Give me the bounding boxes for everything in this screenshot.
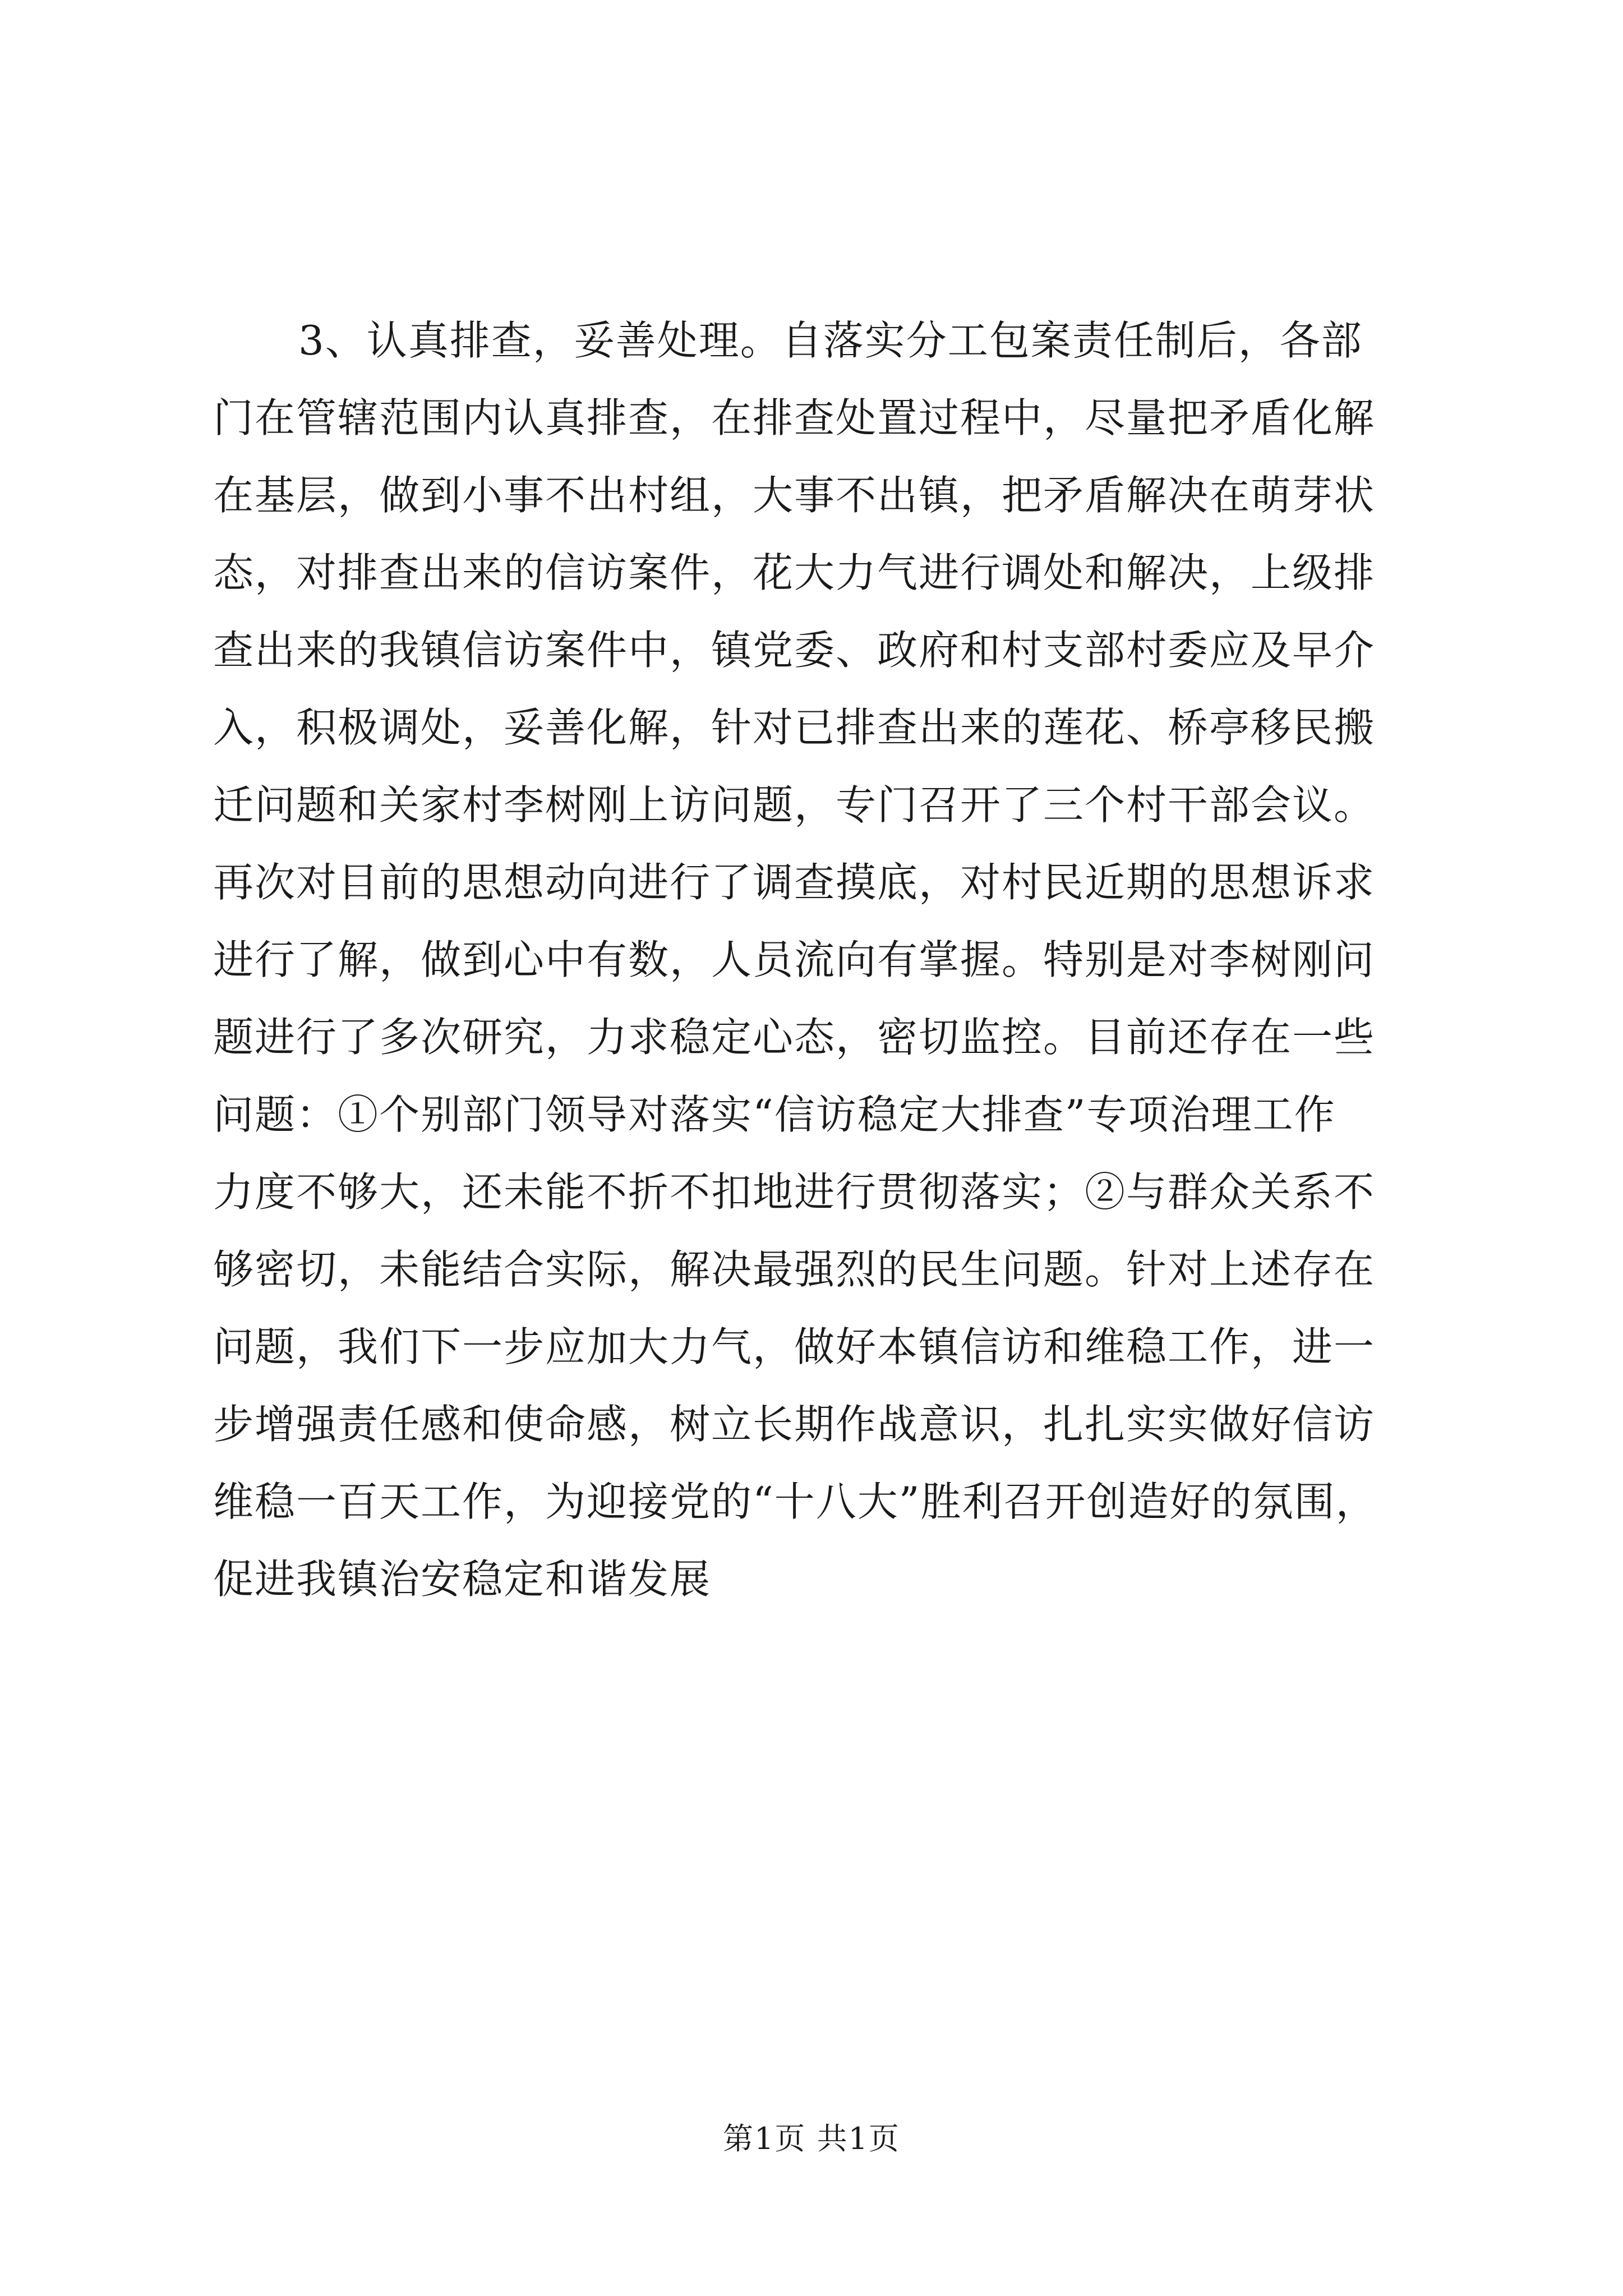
paragraph-line: 题进行了多次研究，力求稳定心态，密切监控。目前还存在一些 xyxy=(213,1014,1376,1061)
paragraph-line: 维稳一百天工作，为迎接党的“十八大”胜利召开创造好的氛围， xyxy=(213,1478,1377,1525)
paragraph-line: 迁问题和关家村李树刚上访问题，专门召开了三个村干部会议。 xyxy=(213,781,1376,829)
paragraph-line: 步增强责任感和使命感，树立长期作战意识，扎扎实实做好信访 xyxy=(213,1401,1376,1448)
body-paragraph xyxy=(213,302,1413,1618)
paragraph-line: 态，对排查出来的信访案件，花大力气进行调处和解决，上级排 xyxy=(213,549,1376,596)
paragraph-line: 问题，我们下一步应加大力气，做好本镇信访和维稳工作，进一 xyxy=(213,1323,1376,1370)
paragraph-line: 够密切，未能结合实际，解决最强烈的民生问题。针对上述存在 xyxy=(213,1246,1376,1293)
paragraph-line: 门在管辖范围内认真排查，在排查处置过程中，尽量把矛盾化解 xyxy=(213,394,1376,441)
paragraph-line: 入，积极调处，妥善化解，针对已排查出来的莲花、桥亭移民搬 xyxy=(213,704,1376,751)
paragraph-line: 进行了解，做到心中有数，人员流向有掌握。特别是对李树刚问 xyxy=(213,936,1376,983)
paragraph-line: 力度不够大，还未能不折不扣地进行贯彻落实；②与群众关系不 xyxy=(213,1168,1376,1216)
page-footer xyxy=(0,2119,1623,2159)
paragraph-line: 在基层，做到小事不出村组，大事不出镇，把矛盾解决在萌芽状 xyxy=(213,472,1376,519)
paragraph-line: 问题：①个别部门领导对落实“信访稳定大排查”专项治理工作 xyxy=(213,1091,1336,1138)
paragraph-line: 3、认真排查，妥善处理。自落实分工包案责任制后，各部 xyxy=(298,317,1363,364)
page-number: 第1页 共1页 xyxy=(723,2121,900,2156)
paragraph-line: 促进我镇治安稳定和谐发展 xyxy=(213,1556,712,1603)
paragraph-line: 再次对目前的思想动向进行了调查摸底，对村民近期的思想诉求 xyxy=(213,859,1376,906)
paragraph-line: 查出来的我镇信访案件中，镇党委、政府和村支部村委应及早介 xyxy=(213,627,1376,674)
